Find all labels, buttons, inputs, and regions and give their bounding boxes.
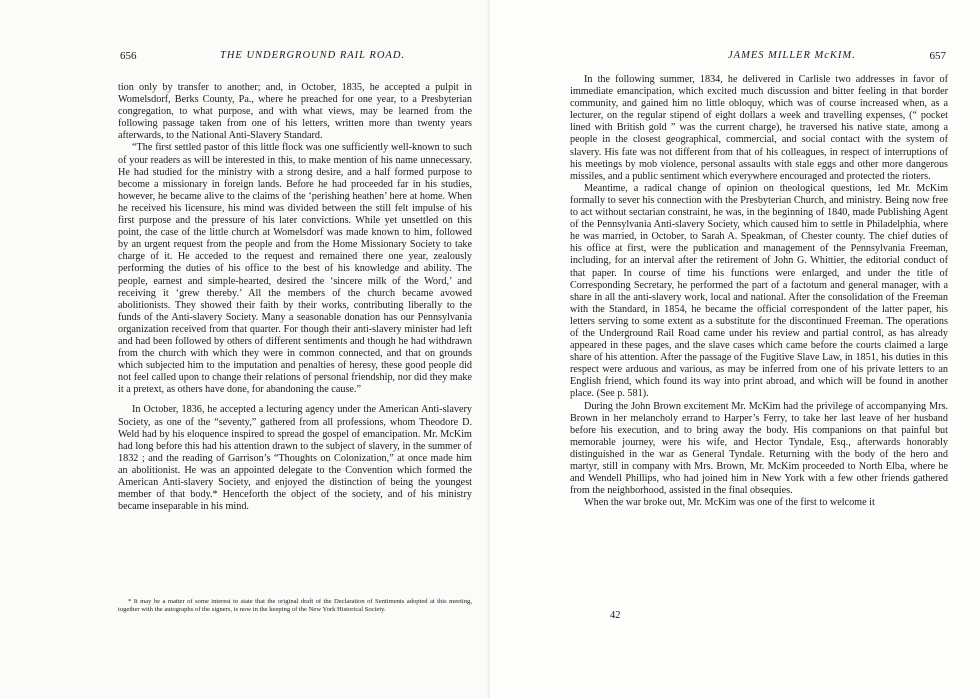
right-text-column bbox=[570, 74, 948, 509]
left-page-number: 656 bbox=[120, 50, 137, 62]
signature-mark: 42 bbox=[610, 610, 621, 621]
right-page-number: 657 bbox=[929, 50, 946, 62]
right-running-head: JAMES MILLER McKIM. bbox=[728, 50, 856, 61]
right-page bbox=[490, 0, 980, 698]
right-paragraph-1: In the following summer, 1834, he delivered in Carlisle two addresses in favor of immediate emancipation, which excited much discussion and bitter feeling in that border community, and gained him no little obloquy, which was of course increased when, as a lecturer, on the regular stipend of eight dollars a week and travelling expenses, (“ pocket lined with British gold ” was the current charge), he traversed his native state, among a people in the closest geographical, commercial, and social contact with the system of slavery. His fate was not different from that of his colleagues, in respect of interruptions of his meetings by mob violence, personal assaults with stale eggs and other more dangerous missiles, and a public sentiment which everywhere encouraged and protected the rioters. bbox=[570, 74, 948, 182]
left-running-head: THE UNDERGROUND RAIL ROAD. bbox=[220, 50, 406, 61]
left-paragraph-3: In October, 1836, he accepted a lecturing agency under the American Anti-slavery Society, as one of the “seventy,” gathered from all professions, whom Theodore D. Weld had by his eloquence inspired to spread the gospel of emancipation. Mr. McKim had long before this had his attention drawn to the subject of slavery, in the summer of 1832 ; and the reading of Garrison’s “Thoughts on Colonization,” at once made him an abolitionist. He was an appointed delegate to the Convention which formed the American Anti-slavery Society, and enjoyed the distinction of being the youngest member of that body.* Henceforth the object of the society, and of his ministry became inseparable in his mind. bbox=[118, 404, 472, 513]
right-page-header bbox=[578, 50, 946, 66]
right-paragraph-3: During the John Brown excitement Mr. McKim had the privilege of accompanying Mrs. Brown in her melancholy errand to Harper’s Ferry, to take her last leave of her husband before his execution, and to bring away the body. His companions on that painful but memorable journey, were his wife, and Hector Tyndale, Esq., afterwards honorably distinguished in the war as General Tyndale. Returning with the body of the hero and martyr, still in company with Mrs. Brown, Mr. McKim proceeded to North Elba, where he and Wendell Phillips, who had joined him in New York with a few other friends gathered from the neighborhood, assisted in the final obsequies. bbox=[570, 400, 948, 497]
right-paragraph-2: Meantime, a radical change of opinion on theological questions, led Mr. McKim formally to sever his connection with the Presbyterian Church, and ministry. Being now free to act without sectarian constraint, he was, in the beginning of 1840, made Publishing Agent of the Pennsylvania Anti-slavery Society, which caused him to settle in Philadelphia, where he was married, in October, to Sarah A. Speakman, of Chester county. The chief duties of his office at first, were the publication and management of the Pennsylvania Freeman, including, for an interval after the retirement of John G. Whittier, the editorial conduct of that paper. In course of time his functions were enlarged, and under the title of Corresponding Secretary, he performed the part of a factotum and general manager, with a share in all the anti-slavery work, local and national. After the consolidation of the Freeman with the Standard, in 1854, he became the official correspondent of the latter paper, his letters serving to some extent as a substitute for the discontinued Freeman. The operations of the Underground Rail Road came under his review and partial control, as has already appeared in these pages, and the slave cases which came before the courts claimed a large share of his attention. After the passage of the Fugitive Slave Law, in 1851, his duties in this respect were arduous and various, as may be inferred from one of his private letters to an English friend, which found its way into print abroad, and which will be found in another place. (See p. 581). bbox=[570, 182, 948, 400]
right-paragraph-4: When the war broke out, Mr. McKim was one of the first to welcome it bbox=[584, 497, 875, 509]
left-page-header bbox=[120, 50, 465, 66]
left-text-column bbox=[118, 82, 472, 513]
footnote-text: * It may be a matter of some interest to state that the original draft of the Declaration of Sentiments adopted at this meeting, together with the autographs of the signers, is now in the keeping of the New York Historical Society. bbox=[118, 598, 472, 614]
left-paragraph-2: “The first settled pastor of this little flock was one sufficiently well-known to such of your readers as will be interested in this, to make mention of his name unnecessary. He had studied for the ministry with a strong desire, and a half formed purpose to become a missionary in foreign lands. Before he had proceeded far in his studies, however, he became alive to the claims of the ‘perishing heathen’ here at home. When he received his licensure, his mind was divided between the still felt impulse of his first purpose and the pressure of his later convictions. While yet unsettled on this point, the case of the little church at Womelsdorf was made known to him, followed by an urgent request from the people and from the Home Missionary Society to take charge of it. He acceded to the request and remained there one year, zealously performing the duties of his office to the best of his knowledge and ability. The people, earnest and simple-hearted, desired the ‘sincere milk of the Word,’ and receiving it ‘grew thereby.’ All the members of the church became avowed abolitionists. They showed their faith by their works, contributing liberally to the funds of the Anti-slavery Society. Many a seasonable donation has our Pennsylvania organization received from that quarter. For though their anti-slavery minister had left and had been followed by others of different sentiments and though he had withdrawn from the church with which they were in common connected, and that on grounds which subjected him to the imputation and penalties of heresy, these good people did not feel called upon to change their relations of personal friendship, nor did they make it a pretext, as others have done, for abandoning the cause.” bbox=[118, 142, 472, 396]
left-footnote bbox=[118, 598, 472, 615]
left-paragraph-1: tion only by transfer to another; and, in October, 1835, he accepted a pulpit in Womelsdorf, Berks County, Pa., where he preached for one year, to a Presbyterian congregation, to what purpose, and with what views, may be learned from the following passage taken from one of his letters, written more than twenty years afterwards, to the National Anti-Slavery Standard. bbox=[118, 82, 472, 142]
